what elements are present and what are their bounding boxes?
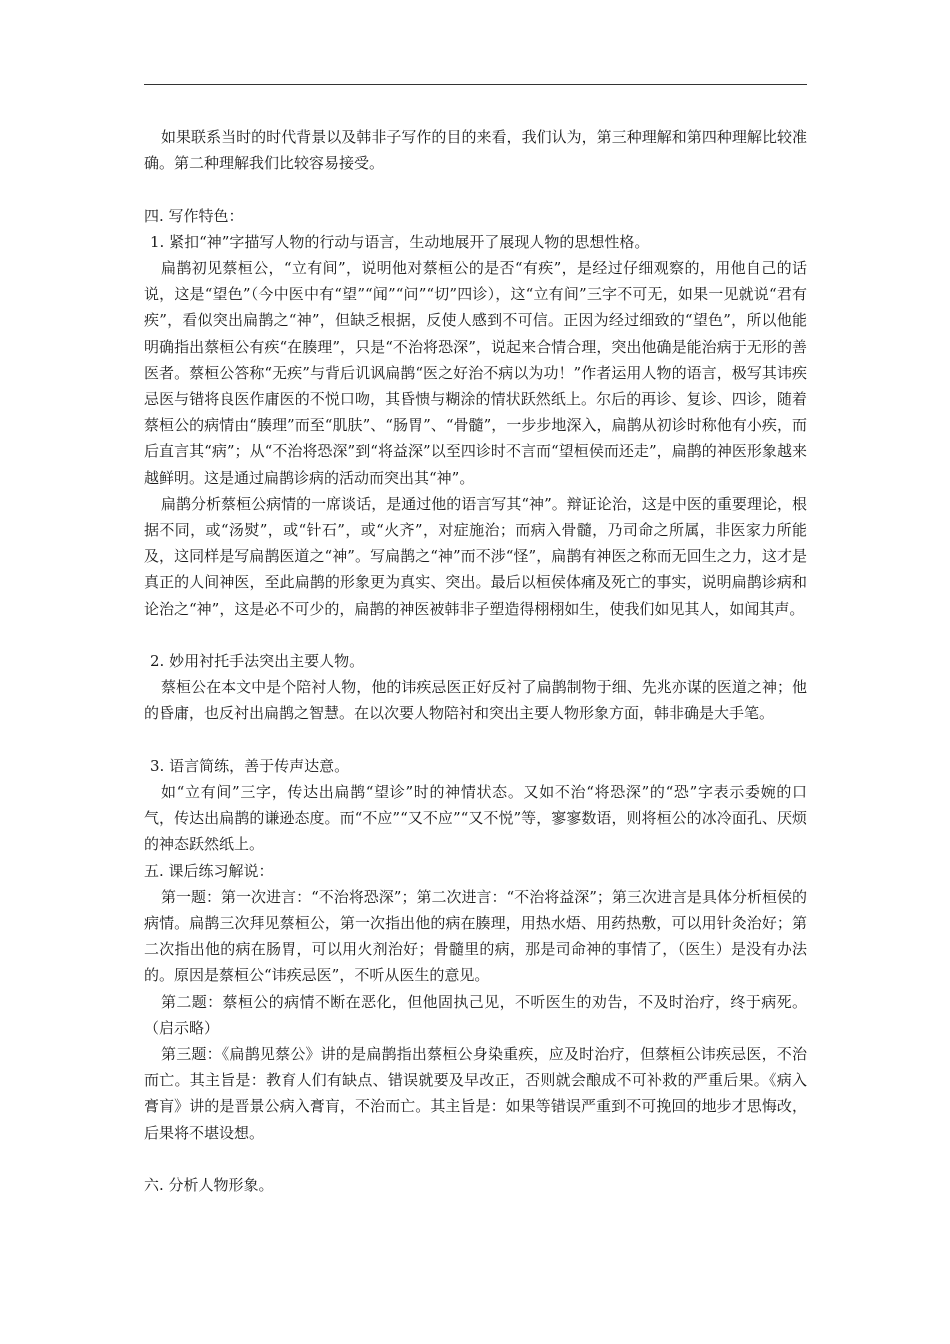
blank-line	[144, 622, 807, 648]
paragraph-1b: 扁鹊分析蔡桓公病情的一席谈话，是通过他的语言写其“神”。辩证论治，这是中医的重要理论，根据不同，或“汤熨”，或“针石”，或“火齐”，对症施治；而病入骨髓，乃司命之所属，非医家力所能及，这同样是写扁鹊医道之“神”。写扁鹊之“神”而不涉“怪”，扁鹊有神医之称而无回生之力，这才是真正的人间神医，至此扁鹊的形象更为真实、突出。最后以桓侯体痛及死亡的事实，说明扁鹊诊病和论治之“神”，这是必不可少的，扁鹊的神医被韩非子塑造得栩栩如生，使我们如见其人，如闻其声。	[144, 494, 807, 618]
blank-line	[144, 1146, 807, 1172]
section-heading-writing-features: 四. 写作特色：	[144, 206, 244, 225]
document-body	[144, 124, 807, 1198]
section-heading-character-analysis: 六. 分析人物形象。	[144, 1176, 274, 1195]
paragraph-3: 如“立有间”三字，传达出扁鹊“望诊”时的神情状态。又如不治“将恐深”的“恐”字表示委婉的口气，传达出扁鹊的谦逊态度。而“不应”“又不应”“又不悦”等，寥寥数语，则将桓公的冰冷面孔、厌烦的神态跃然纸上。	[144, 783, 807, 854]
blank-line	[144, 727, 807, 753]
subheading-1: 1. 紧扣“神”字描写人物的行动与语言，生动地展开了展现人物的思想性格。	[150, 232, 650, 251]
blank-line	[144, 176, 807, 202]
paragraph-intro: 如果联系当时的时代背景以及韩非子写作的目的来看，我们认为，第三种理解和第四种理解比较准确。第二种理解我们比较容易接受。	[144, 128, 807, 173]
paragraph-exercise-2: 第二题：蔡桓公的病情不断在恶化，但他固执己见，不听医生的劝告，不及时治疗，终于病死。（启示略）	[144, 992, 807, 1037]
paragraph-exercise-1: 第一题：第一次进言：“不治将恐深”；第二次进言：“不治将益深”；第三次进言是具体分析桓侯的病情。扁鹊三次拜见蔡桓公，第一次指出他的病在腠理，用热水焐、用药热敷，可以用针灸治好；第二次指出他的病在肠胃，可以用火剂治好；骨髓里的病，那是司命神的事情了，（医生）是没有办法的。原因是蔡桓公“讳疾忌医”，不听从医生的意见。	[144, 887, 807, 985]
paragraph-1a: 扁鹊初见蔡桓公，“立有间”，说明他对蔡桓公的是否“有疾”，是经过仔细观察的，用他自己的话说，这是“望色”（今中医中有“望”“闻”“问”“切”四诊），这“立有间”三字不可无，如果一见就说“君有疾”，看似突出扁鹊之“神”，但缺乏根据，反使人感到不可信。正因为经过细致的“望色”，所以他能明确指出蔡桓公有疾“在腠理”，只是“不治将恐深”，说起来合情合理，突出他确是能治病于无形的善医者。蔡桓公答称“无疾”与背后讥讽扁鹊“医之好治不病以为功！”作者运用人物的语言，极写其讳疾忌医与错将良医作庸医的不悦口吻，其昏愦与糊涂的情状跃然纸上。尔后的再诊、复诊、四诊，随着蔡桓公的病情由“腠理”而至“肌肤”、“肠胃”、“骨髓”，一步步地深入，扁鹊从初诊时称他有小疾，而后直言其“病”；从“不治将恐深”到“将益深”以至四诊时不言而“望桓侯而还走”，扁鹊的神医形象越来越鲜明。这是通过扁鹊诊病的活动而突出其“神”。	[144, 259, 807, 487]
subheading-3: 3. 语言简练，善于传声达意。	[150, 756, 350, 775]
header-rule	[144, 84, 807, 85]
section-heading-exercises: 五. 课后练习解说：	[144, 861, 274, 880]
subheading-2: 2. 妙用衬托手法突出主要人物。	[150, 652, 365, 671]
paragraph-2: 蔡桓公在本文中是个陪衬人物，他的讳疾忌医正好反衬了扁鹊制物于细、先兆亦谋的医道之神；他的昏庸，也反衬出扁鹊之智慧。在以次要人物陪衬和突出主要人物形象方面，韩非确是大手笔。	[144, 678, 807, 723]
paragraph-exercise-3: 第三题：《扁鹊见蔡公》讲的是扁鹊指出蔡桓公身染重疾，应及时治疗，但蔡桓公讳疾忌医，不治而亡。其主旨是：教育人们有缺点、错误就要及早改正，否则就会酿成不可补救的严重后果。《病入膏肓》讲的是晋景公病入膏肓，不治而亡。其主旨是：如果等错误严重到不可挽回的地步才思悔改，后果将不堪设想。	[144, 1045, 807, 1142]
